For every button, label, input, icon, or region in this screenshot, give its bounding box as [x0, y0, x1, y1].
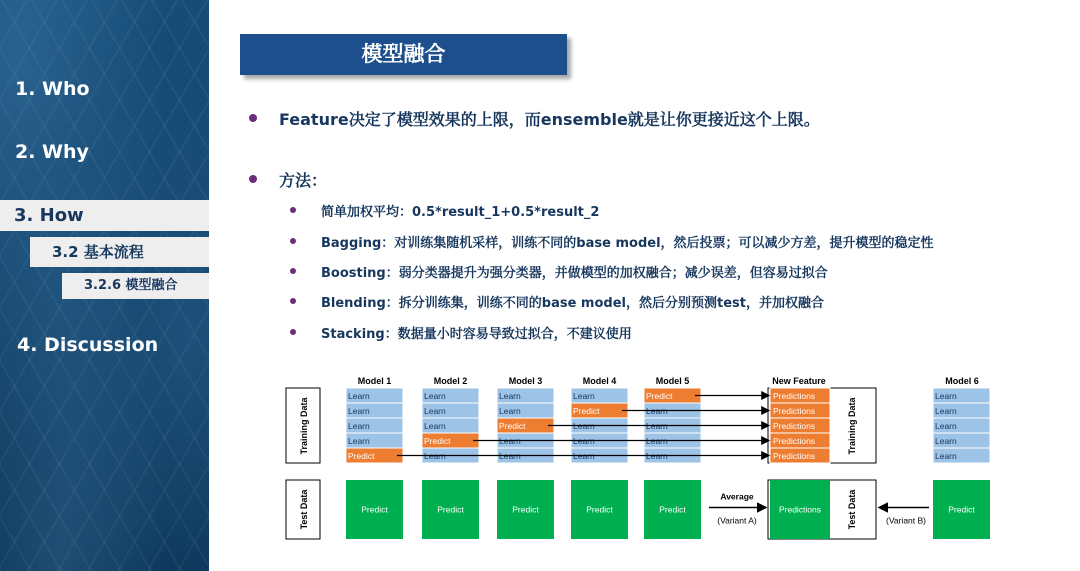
sidebar-item-discussion[interactable]: 4. Discussion	[17, 334, 159, 356]
page-title: 模型融合	[240, 34, 567, 75]
test-predict-label: Predict	[512, 504, 539, 515]
sidebar-item-why[interactable]: 2. Why	[15, 141, 89, 163]
learn-cell-label: Learn	[935, 391, 957, 401]
learn-cell-label: Learn	[935, 421, 957, 431]
learn-cell-label: Learn	[935, 436, 957, 446]
variant-b-label: (Variant B)	[886, 515, 926, 526]
bullet-feature: Feature决定了模型效果的上限，而ensemble就是让你更接近这个上限。	[279, 110, 820, 129]
test-predict-label: Predict	[361, 504, 388, 515]
learn-cell-label: Learn	[573, 451, 595, 461]
model-header: Model 2	[433, 376, 468, 386]
test-data-label: Test Data	[299, 489, 309, 530]
prediction-cell-label: Predictions	[773, 436, 816, 446]
test-predict-label: Predict	[586, 504, 613, 515]
learn-cell-label: Learn	[424, 406, 446, 416]
learn-cell-label: Learn	[499, 406, 521, 416]
learn-cell-label: Learn	[499, 436, 521, 446]
model-header: Model 3	[508, 376, 543, 386]
sub-bullet-dot	[290, 207, 296, 213]
training-data-label-right: Training Data	[847, 397, 857, 455]
sub-bullet-dot	[290, 238, 296, 244]
sidebar-subsubitem-model-fusion[interactable]: 3.2.6 模型融合	[62, 273, 209, 299]
sub-bullet-dot	[290, 268, 296, 274]
predict-cell-label: Predict	[573, 406, 600, 416]
prediction-cell-label: Predictions	[773, 391, 816, 401]
predict-cell-label: Predict	[646, 391, 673, 401]
sidebar-item-how[interactable]: 3. How	[0, 200, 209, 231]
sidebar	[0, 0, 209, 571]
learn-cell-label: Learn	[935, 406, 957, 416]
learn-cell-label: Learn	[348, 391, 370, 401]
learn-cell-label: Learn	[573, 436, 595, 446]
new-feature-header: New Feature	[772, 376, 826, 386]
learn-cell-label: Learn	[646, 421, 668, 431]
sub-bullet-dot	[290, 329, 296, 335]
learn-cell-label: Learn	[424, 421, 446, 431]
learn-cell-label: Learn	[499, 391, 521, 401]
stacking-diagram	[285, 374, 1000, 546]
learn-cell-label: Learn	[573, 391, 595, 401]
model-header: Model 4	[582, 376, 617, 386]
learn-cell-label: Learn	[424, 391, 446, 401]
bullet-dot	[249, 175, 257, 183]
stacking-diagram-svg	[285, 374, 1000, 546]
method-stacking: Stacking：数据量小时容易导致过拟合，不建议使用	[321, 327, 632, 342]
learn-cell-label: Learn	[646, 451, 668, 461]
variant-a-label: (Variant A)	[717, 515, 757, 526]
bullet-methods-heading: 方法：	[279, 171, 328, 190]
prediction-cell-label: Predictions	[773, 406, 816, 416]
learn-cell-label: Learn	[646, 436, 668, 446]
predict-cell-label: Predict	[499, 421, 526, 431]
test-predict-label: Predict	[437, 504, 464, 515]
method-bagging: Bagging：对训练集随机采样，训练不同的base model，然后投票；可以减少方差，提升模型的稳定性	[321, 236, 934, 251]
model-header: Model 1	[357, 376, 392, 386]
learn-cell-label: Learn	[348, 406, 370, 416]
bullet-dot	[249, 114, 257, 122]
test-predict-label: Predict	[659, 504, 686, 515]
learn-cell-label: Learn	[424, 451, 446, 461]
method-weighted-average: 简单加权平均：0.5*result_1+0.5*result_2	[321, 205, 600, 220]
model-header: Model 5	[655, 376, 690, 386]
learn-cell-label: Learn	[499, 451, 521, 461]
sub-bullet-dot	[290, 298, 296, 304]
test-predictions-label: Predictions	[778, 504, 822, 515]
learn-cell-label: Learn	[348, 436, 370, 446]
learn-cell-label: Learn	[573, 421, 595, 431]
training-data-label: Training Data	[299, 397, 309, 455]
method-blending: Blending：拆分训练集，训练不同的base model，然后分别预测test，并加权融合	[321, 296, 824, 311]
prediction-cell-label: Predictions	[773, 421, 816, 431]
predict-cell-label: Predict	[424, 436, 451, 446]
average-label: Average	[720, 491, 754, 502]
learn-cell-label: Learn	[348, 421, 370, 431]
method-boosting: Boosting：弱分类器提升为强分类器，并做模型的加权融合；减少误差，但容易过拟合	[321, 266, 828, 281]
sidebar-subitem-basic-flow[interactable]: 3.2 基本流程	[30, 237, 209, 267]
prediction-cell-label: Predictions	[773, 451, 816, 461]
test-data-label-right: Test Data	[847, 489, 857, 530]
model6-header: Model 6	[945, 376, 979, 386]
model6-predict-label: Predict	[948, 504, 975, 515]
learn-cell-label: Learn	[935, 451, 957, 461]
sidebar-item-who[interactable]: 1. Who	[15, 78, 90, 100]
learn-cell-label: Learn	[646, 406, 668, 416]
predict-cell-label: Predict	[348, 451, 375, 461]
